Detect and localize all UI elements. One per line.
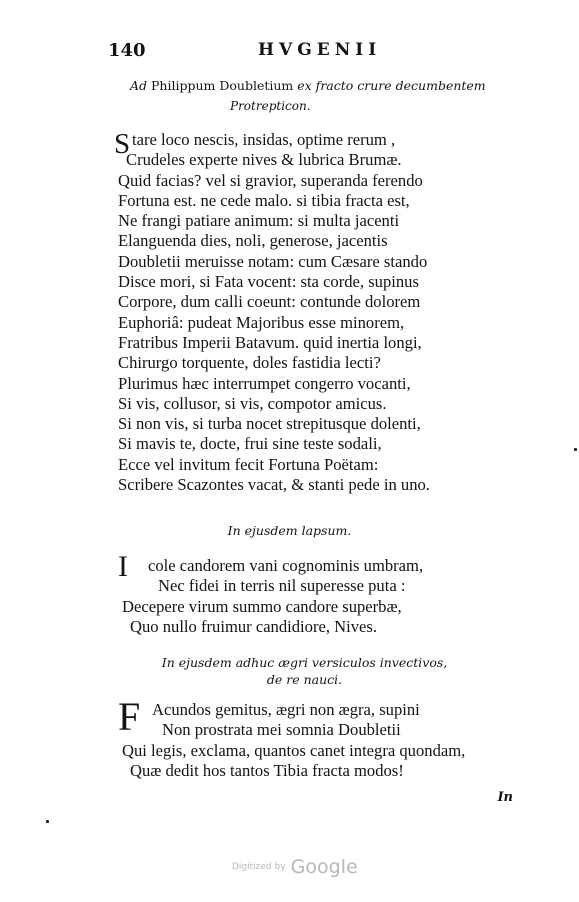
poem-lapsum — [118, 550, 424, 637]
poem-line: Si vis, collusor, si vis, compotor amicus. — [118, 393, 387, 413]
watermark-brand: Google — [290, 856, 358, 878]
poem-line: Si mavis te, docte, frui sine teste sodali, — [118, 434, 382, 454]
section-title-invectivos: In ejusdem adhuc ægri versiculos invectivos, — [161, 655, 448, 670]
catchword: In — [497, 790, 513, 805]
digitization-watermark — [232, 856, 358, 878]
poem-line: Elanguenda dies, noli, generose, jacentis — [118, 231, 388, 251]
drop-cap: S — [114, 128, 131, 160]
poem-line: Non prostrata mei somnia Doubletii — [162, 720, 401, 740]
section-title-invectivos-line2: de re nauci. — [266, 672, 343, 687]
poem-invectivos — [118, 694, 466, 781]
poem-line: Plurimus hæc interrumpet congerro vocanti, — [118, 373, 411, 393]
poem-line: Euphoriâ: pudeat Majoribus esse minorem, — [118, 312, 405, 332]
poem-line: Disce mori, si Fata vocent: sta corde, supinus — [118, 272, 419, 292]
poem-line: cole candorem vani cognominis umbram, — [148, 556, 424, 575]
page-number: 140 — [108, 40, 146, 61]
running-head: HVGENII — [258, 40, 382, 60]
poem-line: Crudeles experte nives & lubrica Brumæ. — [126, 150, 402, 170]
poem-line: Si non vis, si turba nocet strepitusque dolenti, — [118, 414, 421, 434]
poem-line-text: tare loco nescis, insidas, optime rerum , — [132, 130, 396, 149]
poem-title — [130, 78, 486, 93]
poem-line: Quæ dedit hos tantos Tibia fracta modos! — [130, 760, 404, 780]
poem-line: Decepere virum summo candore superbæ, — [122, 596, 402, 616]
drop-cap: F — [118, 694, 141, 739]
poem-line: Chirurgo torquente, doles fastidia lecti? — [118, 353, 381, 373]
poem-line: Ne frangi patiare animum: si multa jacenti — [118, 211, 400, 231]
page-header — [108, 40, 519, 70]
section-title-lapsum: In ejusdem lapsum. — [227, 523, 352, 538]
poem-line: Quid facias? vel si gravior, superanda ferendo — [118, 170, 423, 190]
ink-speck — [574, 448, 577, 451]
poem-line: Qui legis, exclama, quantos canet integra quondam, — [122, 740, 466, 760]
poem-line: Acundos gemitus, ægri non ægra, supini — [152, 700, 420, 719]
poem-line: Nec fidei in terris nil superesse puta : — [158, 576, 406, 596]
ink-speck — [46, 820, 49, 823]
title-lead: Ad — [130, 78, 148, 93]
poem-line: Fortuna est. ne cede malo. si tibia fracta est, — [118, 190, 410, 210]
title-rest: ex fracto crure decumbentem — [297, 78, 486, 93]
poem-line: Scribere Scazontes vacat, & stanti pede in uno. — [118, 475, 430, 495]
watermark-prefix: Digitized by — [232, 862, 286, 872]
poem-line: Corpore, dum calli coeunt: contunde dolorem — [118, 292, 421, 312]
drop-cap: I — [118, 550, 128, 583]
title-name: Philippum Doubletium — [151, 78, 294, 93]
poem-line: Doubletii meruisse notam: cum Cæsare stando — [118, 251, 428, 271]
poem-title-line2: Protrepticon. — [230, 99, 311, 113]
poem-line: Quo nullo fruimur candidiore, Nives. — [130, 616, 378, 636]
poem-protrepticon — [114, 128, 430, 495]
poem-line: Fratribus Imperii Batavum. quid inertia longi, — [118, 332, 422, 352]
poem-line: Ecce vel invitum fecit Fortuna Poëtam: — [118, 454, 379, 474]
